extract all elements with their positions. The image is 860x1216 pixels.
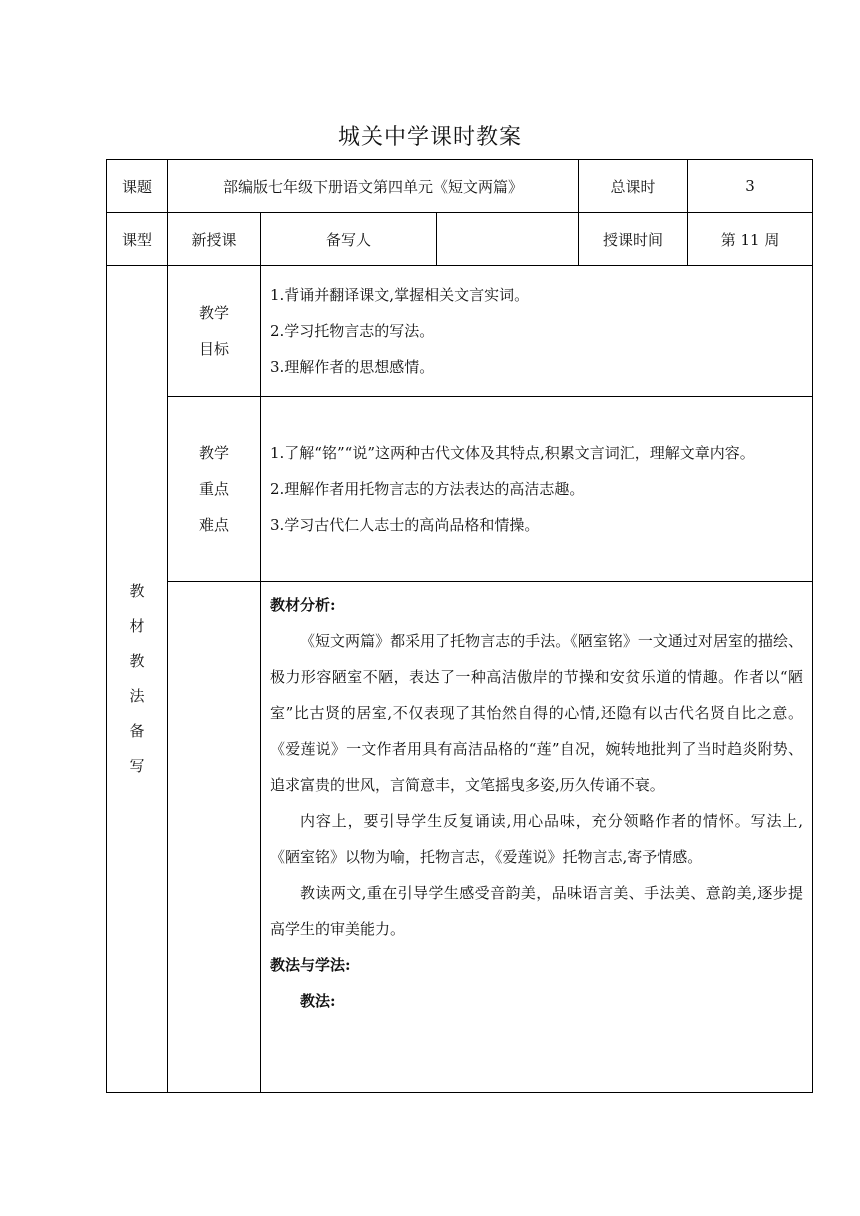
side-label-char: 法 [129,687,145,705]
total-hours-label: 总课时 [579,160,688,213]
key-points-label [168,397,261,582]
topic-label: 课题 [107,160,168,213]
topic-value: 部编版七年级下册语文第四单元《短文两篇》 [168,160,579,213]
goal-item: 2.学习托物言志的写法。 [270,322,435,340]
analysis-paragraph: 内容上，要引导学生反复诵读,用心品味，充分领略作者的情怀。写法上,《陋室铭》以物为喻，托物言志，《爱莲说》托物言志,寄予情感。 [270,812,804,866]
type-label: 课型 [107,213,168,266]
key-points-label-line: 重点 [198,480,229,498]
key-points-label-line: 教学 [198,444,229,462]
side-label-char: 材 [129,617,145,635]
header-row-topic [107,160,813,213]
header-row-type [107,213,813,266]
goals-label-line: 目标 [198,340,229,358]
goals-label [168,266,261,397]
side-label-char: 备 [129,722,145,740]
analysis-content [261,582,813,1093]
key-point-item: 2.理解作者用托物言志的方法表达的高洁志趣。 [270,480,585,498]
goals-row [107,266,813,397]
goals-label-line: 教学 [198,304,229,322]
writer-label: 备写人 [261,213,437,266]
side-label-char: 教 [129,582,145,600]
teach-time-value: 第 11 周 [688,213,813,266]
side-label-char: 教 [129,652,145,670]
key-points-content [261,397,813,582]
lesson-plan-table [106,159,813,1093]
side-label [107,266,168,1093]
analysis-empty-label [168,582,261,1093]
goals-content [261,266,813,397]
key-point-item: 3.学习古代仁人志士的高尚品格和情操。 [270,516,540,534]
analysis-paragraph: 教读两文,重在引导学生感受音韵美，品味语言美、手法美、意韵美,逐步提高学生的审美能力。 [270,884,804,938]
key-points-label-line: 难点 [198,516,229,534]
type-value: 新授课 [168,213,261,266]
goal-item: 1.背诵并翻译课文,掌握相关文言实词。 [270,286,530,304]
key-point-item: 1.了解“铭”“说”这两种古代文体及其特点,积累文言词汇，理解文章内容。 [270,444,755,462]
analysis-paragraph: 《短文两篇》都采用了托物言志的手法。《陋室铭》一文通过对居室的描绘、极力形容陋室不陋，表达了一种高洁傲岸的节操和安贫乐道的情趣。作者以“陋室”比古贤的居室,不仅表现了其怡然自得的心情,还隐有以古代名贤自比之意。《爱莲说》一文作者用具有高洁品格的“莲”自况，婉转地批判了当时趋炎附势、追求富贵的世风，言简意丰，文笔摇曳多姿,历久传诵不衰。 [270,632,804,794]
method-heading: 教法与学法: [270,956,351,974]
writer-value [437,213,579,266]
teach-method-label: 教法: [300,992,336,1010]
key-points-row [107,397,813,582]
teach-time-label: 授课时间 [579,213,688,266]
side-label-char: 写 [129,757,145,775]
total-hours-value: 3 [688,160,813,213]
page-title: 城关中学课时教案 [337,125,522,150]
analysis-heading: 教材分析: [270,596,336,614]
analysis-row [107,582,813,1093]
goal-item: 3.理解作者的思想感情。 [270,358,435,376]
